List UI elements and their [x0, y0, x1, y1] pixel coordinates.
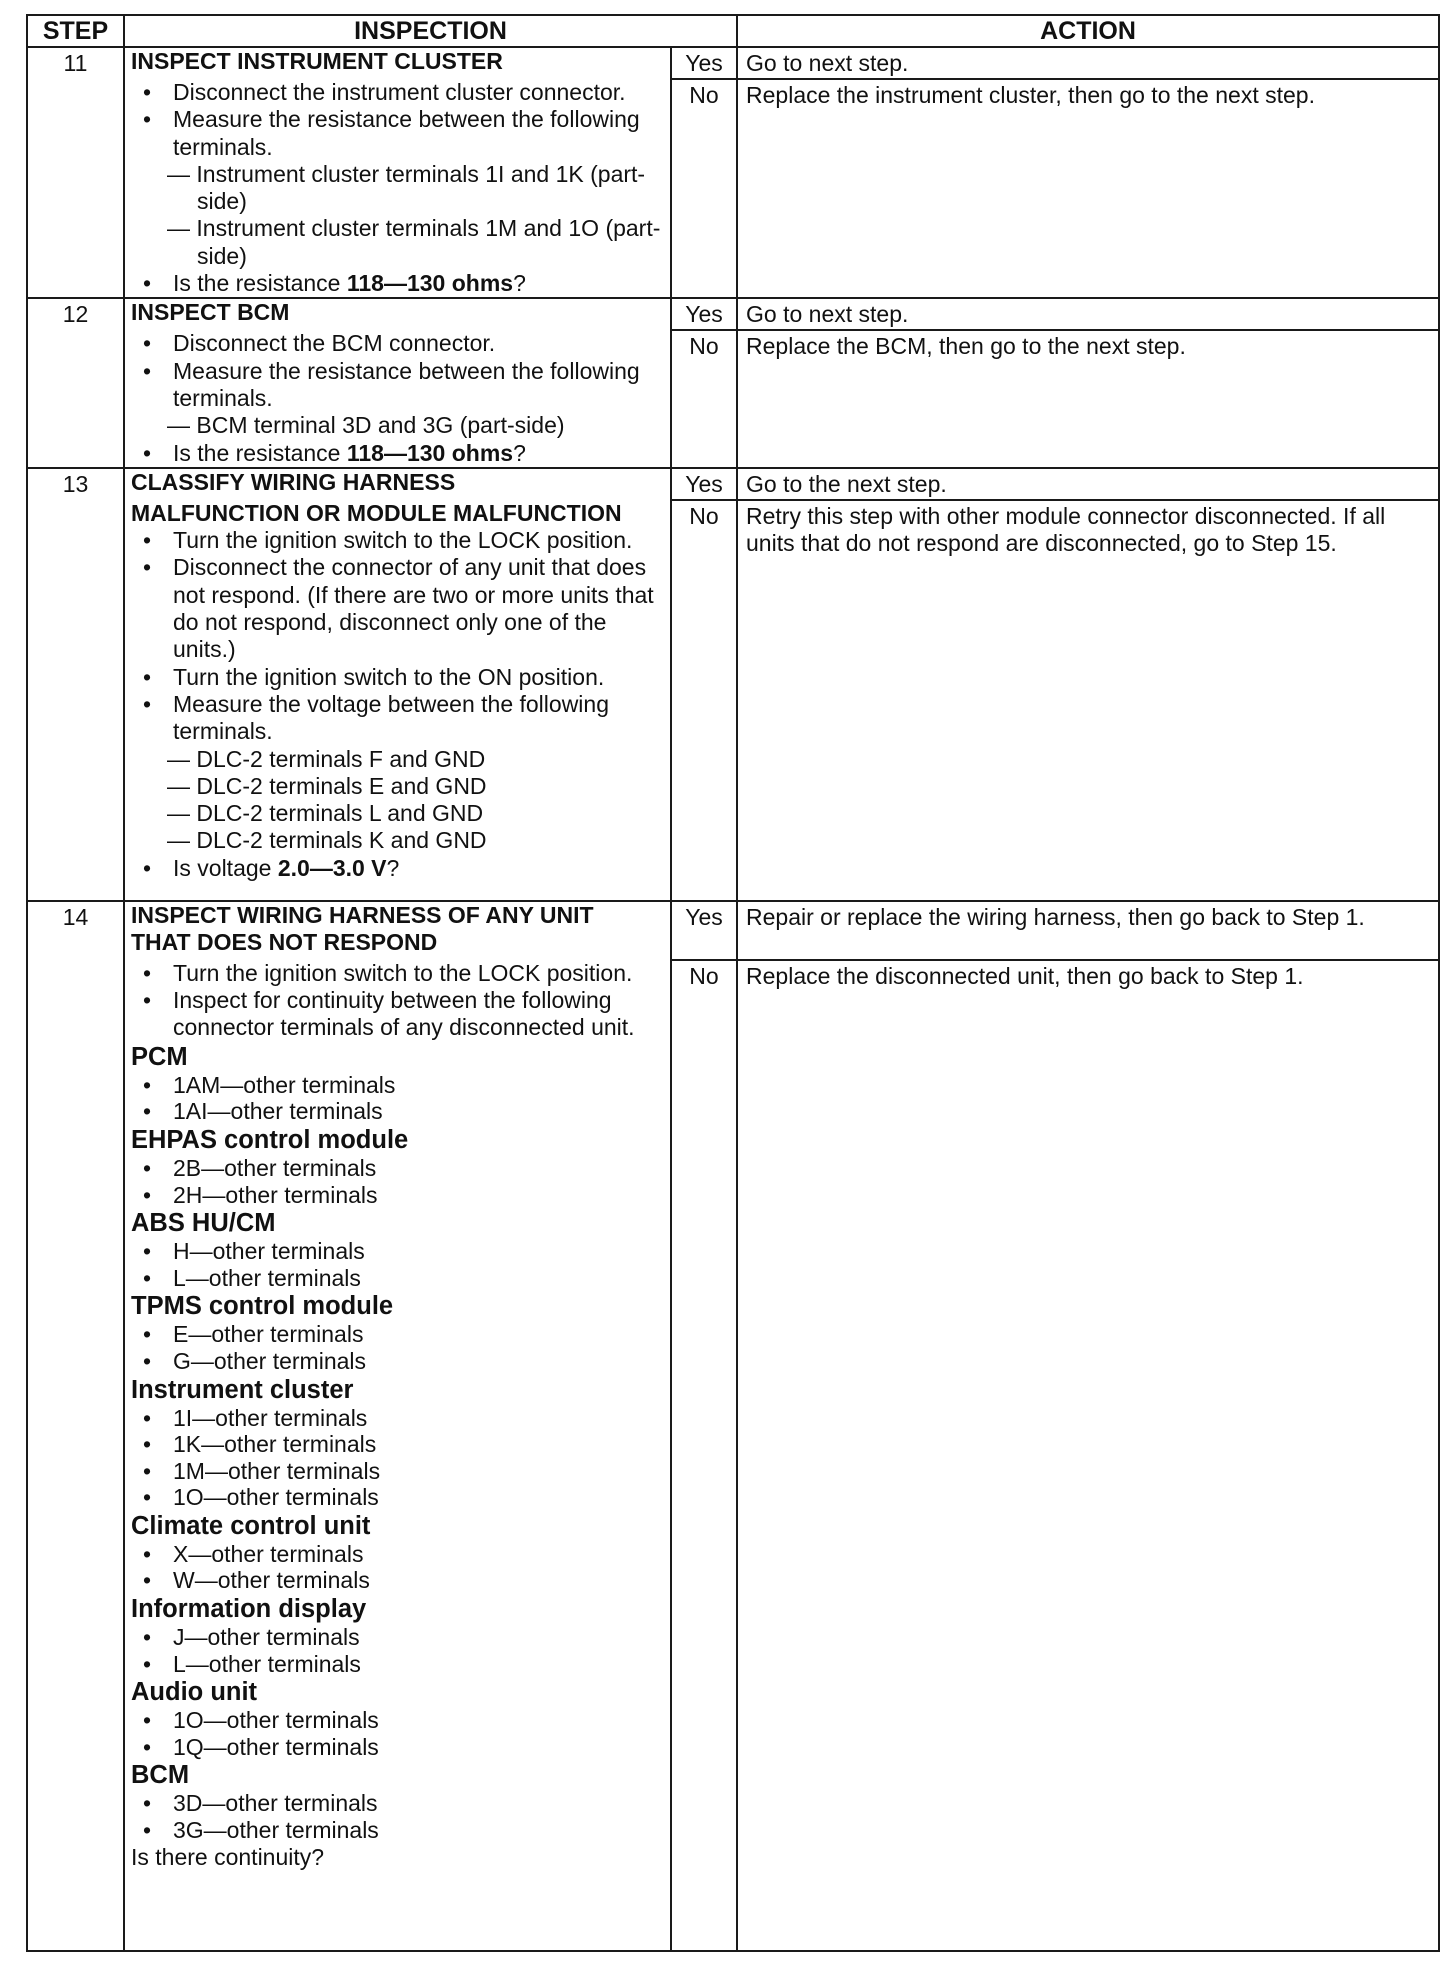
no-action: Replace the instrument cluster, then go to the next step.: [737, 79, 1439, 298]
yes-label: Yes: [671, 47, 737, 79]
list-item: • J—other terminals: [173, 1624, 666, 1651]
inspection-table: [26, 14, 1440, 1952]
list-item: • Measure the voltage between the following terminals.: [173, 691, 666, 746]
list-item: • H—other terminals: [173, 1238, 666, 1265]
list-item: • Inspect for continuity between the following connector terminals of any disconnected unit.: [173, 987, 666, 1042]
module-list: [131, 1043, 666, 1844]
no-label: No: [671, 960, 737, 1951]
step-procedure: [124, 500, 671, 901]
header-action: ACTION: [737, 15, 1439, 47]
table-header-row: [27, 15, 1439, 47]
step-number: 11: [27, 47, 124, 298]
table-row: [27, 47, 1439, 79]
terminal-pair: — DLC-2 terminals F and GND: [167, 745, 486, 772]
terminal-pair: — Instrument cluster terminals 1M and 1O (part-side): [167, 215, 661, 269]
step-title: INSPECT INSTRUMENT CLUSTER: [124, 47, 671, 79]
module-name: BCM: [131, 1761, 190, 1790]
step-procedure: [124, 79, 671, 298]
terminal-pair: — BCM terminal 3D and 3G (part-side): [167, 412, 565, 439]
list-item: • Disconnect the instrument cluster connector.: [173, 79, 666, 106]
list-item: • 1AI—other terminals: [173, 1098, 666, 1125]
list-item: • Disconnect the connector of any unit that does not respond. (If there are two or more units that do not respond, disconnect only one of the units.): [173, 554, 666, 663]
table-row: [27, 298, 1439, 330]
list-item: • 2H—other terminals: [173, 1182, 666, 1209]
step-title-line1: CLASSIFY WIRING HARNESS: [124, 468, 671, 500]
step-title-line1: INSPECT WIRING HARNESS OF ANY UNIT: [131, 901, 594, 928]
no-action: Retry this step with other module connector disconnected. If all units that do not respond are disconnected, go to Step 15.: [737, 500, 1439, 901]
header-inspection: INSPECTION: [124, 15, 737, 47]
list-item: • 1I—other terminals: [173, 1405, 666, 1432]
module-name: PCM: [131, 1042, 188, 1071]
spec-value: 118—130 ohms: [346, 439, 514, 466]
terminal-pair: — DLC-2 terminals L and GND: [167, 800, 484, 827]
table-row: [27, 330, 1439, 467]
spec-value: 118—130 ohms: [346, 270, 514, 297]
list-item: • Turn the ignition switch to the ON position.: [173, 664, 666, 691]
list-item: • 3D—other terminals: [173, 1790, 666, 1817]
no-label: No: [671, 79, 737, 298]
header-step: STEP: [27, 15, 124, 47]
yes-action: Go to next step.: [737, 47, 1439, 79]
list-item: • 3G—other terminals: [173, 1817, 666, 1844]
table-row: [27, 468, 1439, 500]
yes-action: Repair or replace the wiring harness, then go back to Step 1.: [737, 901, 1439, 960]
yes-action: Go to the next step.: [737, 468, 1439, 500]
step-title: [124, 901, 671, 960]
list-item: • E—other terminals: [173, 1321, 666, 1348]
no-label: No: [671, 500, 737, 901]
list-item: • L—other terminals: [173, 1265, 666, 1292]
module-name: ABS HU/CM: [131, 1209, 276, 1238]
list-item: • Measure the resistance between the following terminals.: [173, 106, 666, 161]
module-name: Information display: [131, 1595, 367, 1624]
step-number: 12: [27, 298, 124, 467]
table-row: [27, 79, 1439, 298]
no-action: Replace the BCM, then go to the next step.: [737, 330, 1439, 467]
question: Is there continuity?: [131, 1843, 325, 1870]
step-title: INSPECT BCM: [124, 298, 671, 330]
yes-label: Yes: [671, 901, 737, 960]
table-row: [27, 500, 1439, 901]
yes-label: Yes: [671, 468, 737, 500]
step-procedure: [124, 960, 671, 1951]
list-item: • Disconnect the BCM connector.: [173, 330, 666, 357]
yes-label: Yes: [671, 298, 737, 330]
step-number: 14: [27, 901, 124, 1951]
list-item: • W—other terminals: [173, 1567, 666, 1594]
step-procedure: [124, 330, 671, 467]
terminal-pair: — DLC-2 terminals K and GND: [167, 827, 487, 854]
module-name: Climate control unit: [131, 1511, 371, 1540]
list-item: • 1AM—other terminals: [173, 1072, 666, 1099]
list-item: • 1K—other terminals: [173, 1431, 666, 1458]
module-name: TPMS control module: [131, 1292, 394, 1321]
list-item: • 1Q—other terminals: [173, 1734, 666, 1761]
list-item: • X—other terminals: [173, 1541, 666, 1568]
terminal-pair: — Instrument cluster terminals 1I and 1K (part-side): [167, 160, 646, 215]
inspection-sheet: [26, 14, 1438, 1954]
question: • Is the resistance 118—130 ohms?: [173, 270, 666, 297]
module-name: Instrument cluster: [131, 1375, 354, 1404]
list-item: • 1O—other terminals: [173, 1484, 666, 1511]
list-item: • Measure the resistance between the following terminals.: [173, 358, 666, 413]
no-action: Replace the disconnected unit, then go back to Step 1.: [737, 960, 1439, 1951]
list-item: • 1M—other terminals: [173, 1458, 666, 1485]
spec-value: 2.0—3.0 V: [277, 854, 387, 881]
yes-action: Go to next step.: [737, 298, 1439, 330]
table-row: [27, 960, 1439, 1951]
step-title-line2: THAT DOES NOT RESPOND: [131, 929, 438, 956]
module-name: Audio unit: [131, 1678, 258, 1707]
list-item: • Turn the ignition switch to the LOCK position.: [173, 960, 666, 987]
list-item: • G—other terminals: [173, 1348, 666, 1375]
question: • Is voltage 2.0—3.0 V?: [173, 855, 666, 882]
list-item: • 1O—other terminals: [173, 1707, 666, 1734]
module-name: EHPAS control module: [131, 1125, 409, 1154]
question: • Is the resistance 118—130 ohms?: [173, 440, 666, 467]
step-number: 13: [27, 468, 124, 901]
no-label: No: [671, 330, 737, 467]
list-item: • L—other terminals: [173, 1651, 666, 1678]
list-item: • Turn the ignition switch to the LOCK position.: [173, 527, 666, 554]
step-title-line2: MALFUNCTION OR MODULE MALFUNCTION: [131, 499, 622, 526]
terminal-pair: — DLC-2 terminals E and GND: [167, 772, 487, 799]
list-item: • 2B—other terminals: [173, 1155, 666, 1182]
table-row: [27, 901, 1439, 960]
